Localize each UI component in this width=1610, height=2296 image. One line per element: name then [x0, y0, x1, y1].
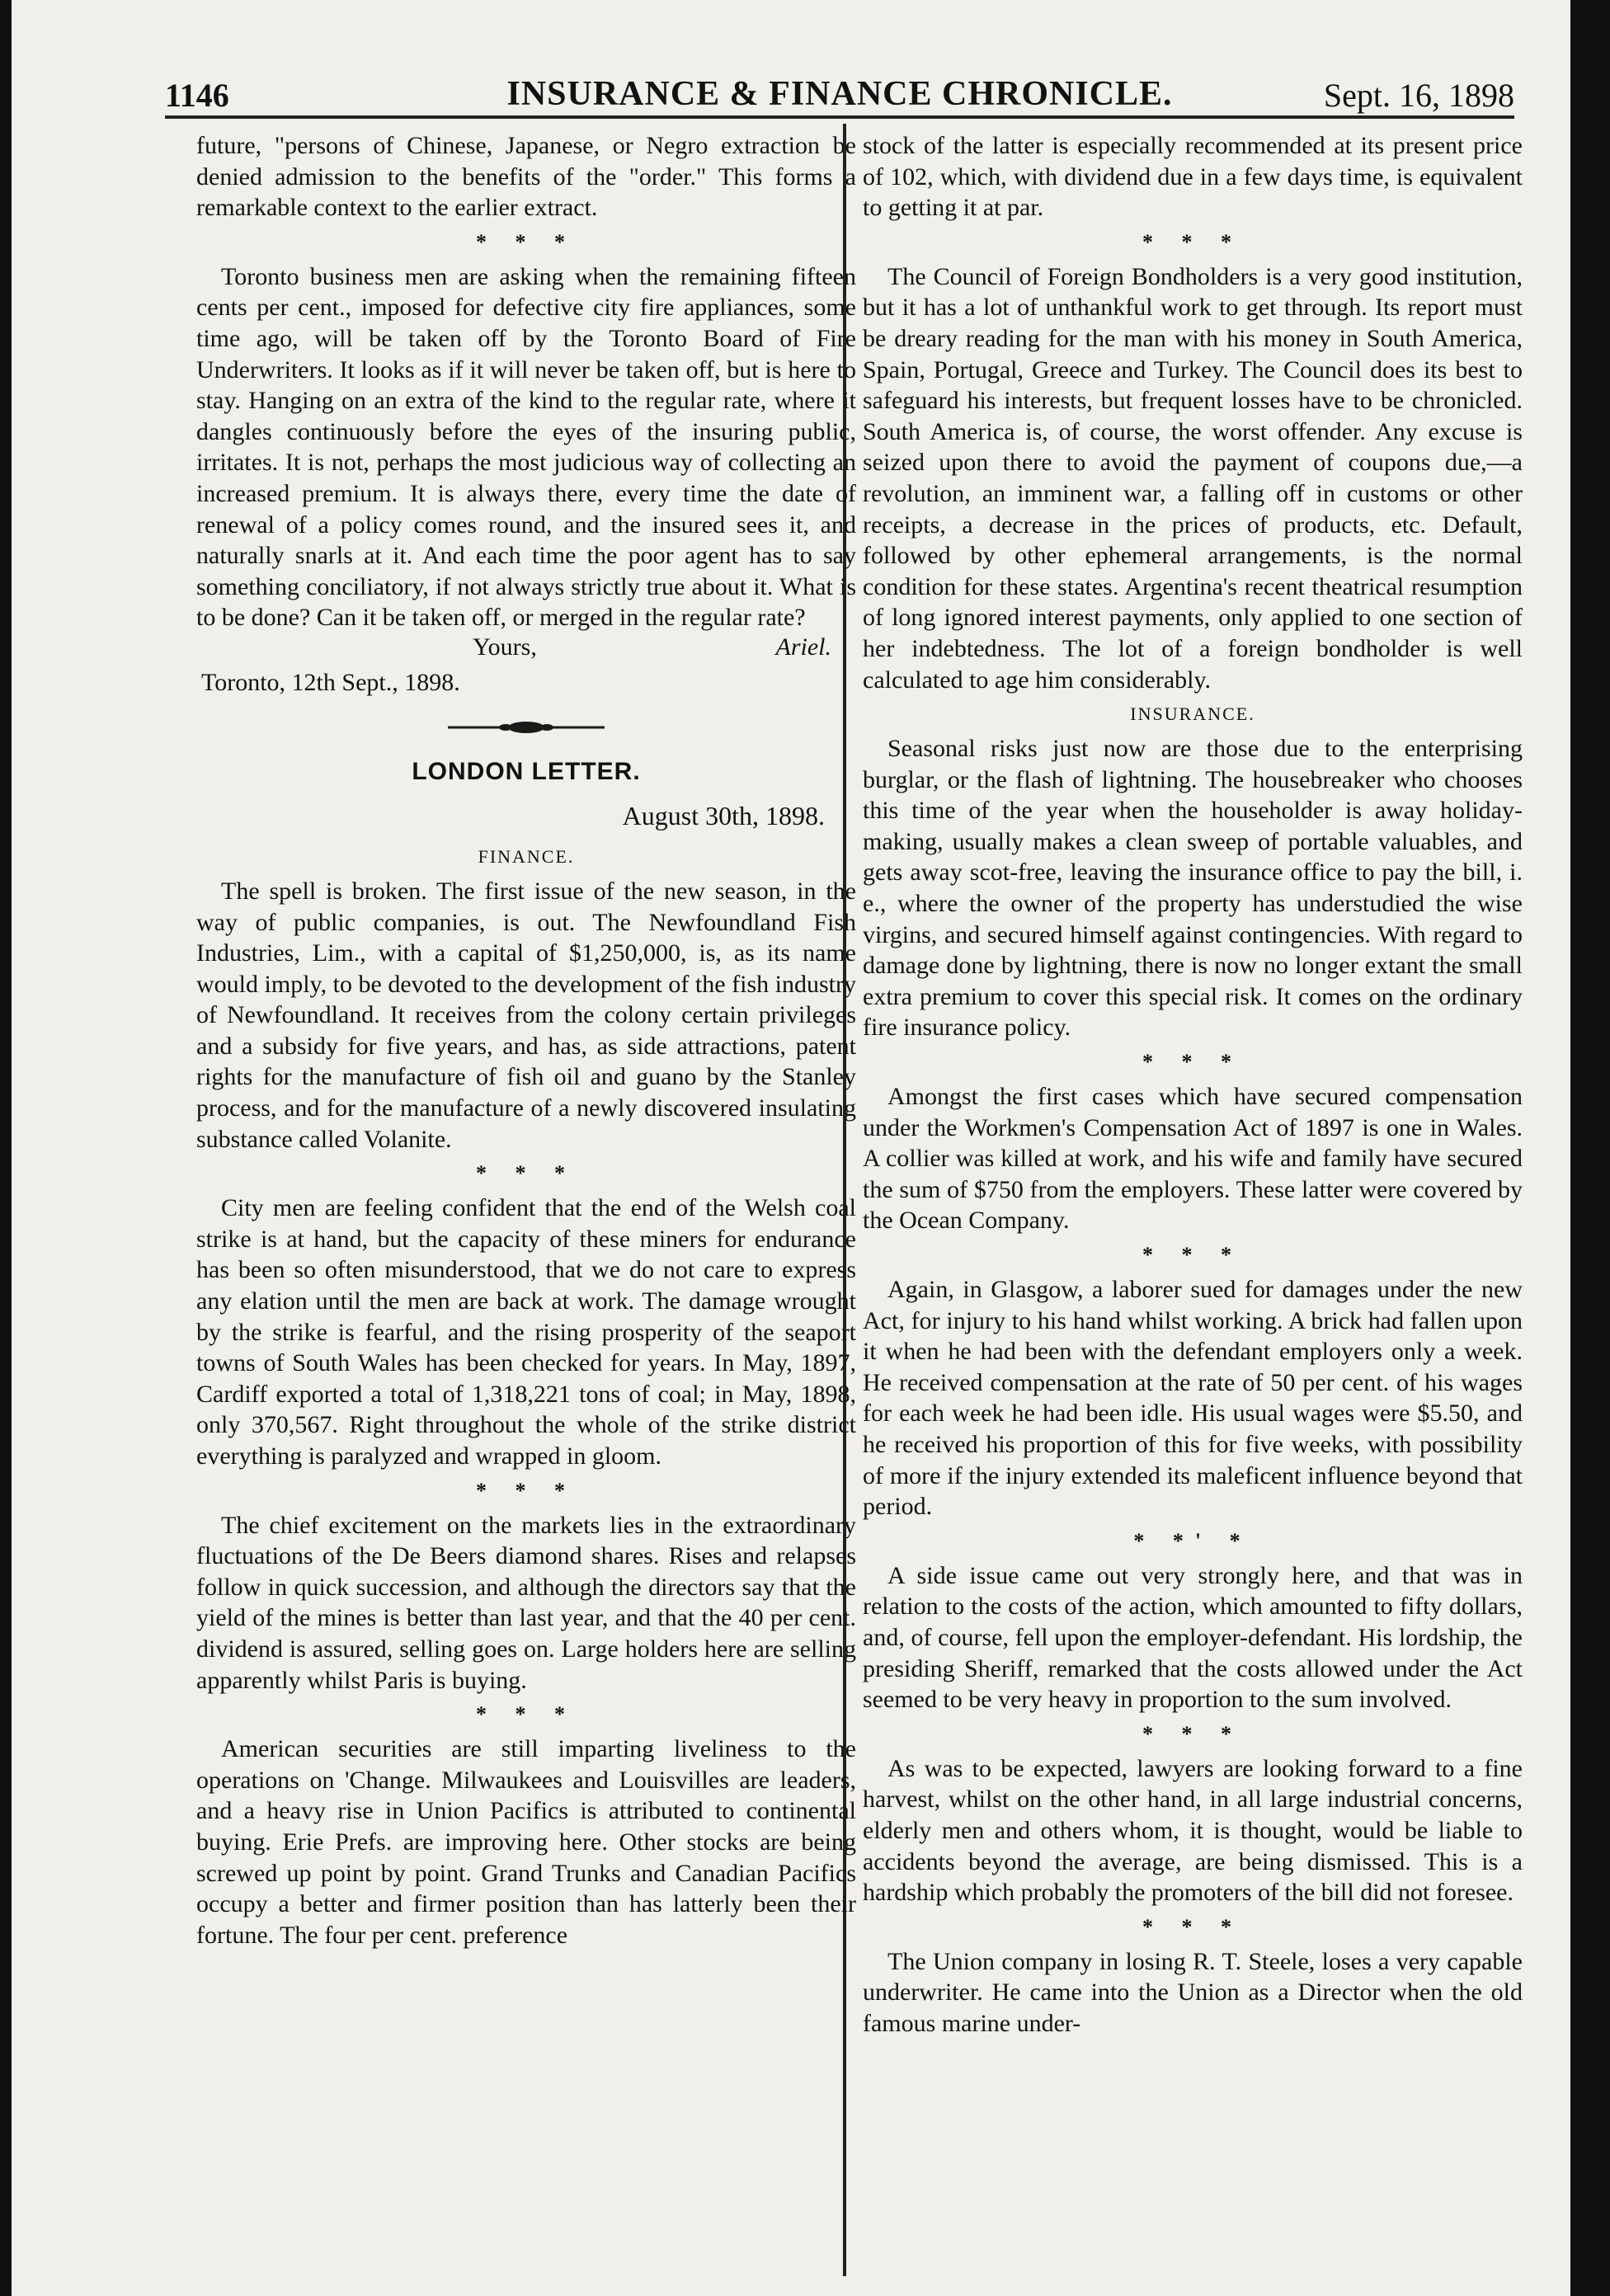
section-separator: * * * — [476, 1478, 577, 1503]
section-separator: * * * — [1142, 229, 1243, 254]
paragraph-american: American securities are still imparting liveliness to the operations on 'Change. Milwaukees and Louisvilles are leaders, and a heavy rise in Union Pacifics is attributed to continental buying. Erie Prefs. are improving here. Other stocks are being screwed up point by point. Grand Trunks and Canadian Pacifics occupy a better and firmer position than has latterly been their fortune. The four per cent. preference — [196, 1735, 856, 1949]
page-number: 1146 — [165, 77, 229, 114]
section-separator: * *' * — [1133, 1528, 1252, 1553]
signature-name: Ariel. — [775, 633, 831, 661]
issue-date: Sept. 16, 1898 — [1323, 77, 1514, 114]
right-column — [863, 130, 1523, 2039]
subheading-finance: FINANCE. — [478, 845, 575, 867]
page-header — [165, 64, 1514, 122]
signature-line — [196, 633, 856, 666]
paragraph-spell: The spell is broken. The first issue of the new season, in the way of public companies, is out. The Newfoundland Fish Industries, Lim., with a capital of $1,250,000, is, as its name would imply, to be devoted to the development of the fish industry of Newfoundland. It receives from the colony certain privileges and a subsidy for five years, and has, as side attractions, patent rights for the manufacture of fish oil and guano by the Stanley process, and for the manufacture of a newly discovered insulating substance called Volanite. — [196, 877, 856, 1153]
left-column — [196, 130, 856, 1950]
paragraph-intro: future, "persons of Chinese, Japanese, or Negro extraction be denied admission to the benefits of the "order." This forms a remarkable context to the earlier extract. — [196, 132, 856, 222]
paragraph-lawyers: As was to be expected, lawyers are looking forward to a fine harvest, whilst on the other hand, in all large industrial concerns, elderly men and others whom, it is thought, would be liable to accidents beyond the average, are being dismissed. This is a hardship which probably the promoters of the bill did not foresee. — [863, 1754, 1523, 1907]
paragraph-debeers: The chief excitement on the markets lies in the extraordinary fluctuations of the De Beers diamond shares. Rises and relapses follow in quick succession, and although the directors say that the yield of the mines is better than last year, and that the 40 per cent. dividend is assured, selling goes on. Large holders here are selling apparently whilst Paris is buying. — [196, 1511, 856, 1694]
signature-closing: Yours, — [473, 633, 537, 661]
paragraph-side-issue: A side issue came out very strongly here, and that was in relation to the costs of the action, which amounted to fifty dollars, and, of course, fell upon the employer-defendant. His lordship, the presiding Sheriff, remarked that the costs allowed under the Act seemed to be very heavy in proportion to the sum involved. — [863, 1561, 1523, 1714]
paragraph-stock: stock of the latter is especially recommended at its present price of 102, which, with dividend due in a few days time, is equivalent to getting it at par. — [863, 132, 1523, 222]
section-separator: * * * — [476, 1161, 577, 1186]
subheading-insurance: INSURANCE. — [1130, 703, 1255, 725]
header-rule — [165, 115, 1514, 119]
letter-dateline: August 30th, 1898. — [622, 800, 825, 830]
section-separator: * * * — [1142, 1050, 1243, 1075]
section-separator: * * * — [476, 229, 577, 254]
paragraph-workmen: Amongst the first cases which have secured compensation under the Workmen's Compensation Act of 1897 is one in Wales. A collier was killed at work, and his wife and family have secured the sum of $750 from the employers. These latter were covered by the Ocean Company. — [863, 1083, 1523, 1235]
section-separator: * * * — [1142, 1721, 1243, 1746]
paragraph-union: The Union company in losing R. T. Steele, loses a very capable underwriter. He came into the Union as a Director when the old famous marine under- — [863, 1947, 1523, 2037]
section-separator: * * * — [476, 1702, 577, 1727]
paragraph-glasgow: Again, in Glasgow, a laborer sued for damages under the new Act, for injury to his hand whilst working. A brick had fallen upon it when he had been with the defendant employers only a week. He received compensation at the rate of 50 per cent. of his wages for each week he had been idle. His usual wages were $5.50, and he received his proportion of this for five weeks, with possibility of more if the injury extended its maleficent influence beyond that period. — [863, 1276, 1523, 1521]
signature-place-date: Toronto, 12th Sept., 1898. — [201, 668, 460, 696]
paragraph-council: The Council of Foreign Bondholders is a very good institution, but it has a lot of unthankful work to get through. Its report must be dreary reading for the man with his money in South America, Spain, Portugal, Greece and Turkey. The Council does its best to safeguard his interests, but frequent losses have to be chronicled. South America is, of course, the worst offender. Any excuse is seized upon there to avoid the payment of coupons due,—a revolution, an imminent war, a falling off in customs or other receipts, a decrease in the prices of products, etc. Default, followed by other ephemeral arrangements, is the normal condition for these states. Argentina's recent theatrical resumption of long ignored interest payments, only applied to one section of her indebtedness. The lot of a foreign bondholder is well calculated to age him considerably. — [863, 262, 1523, 694]
ornament-divider-graphic — [448, 719, 605, 736]
section-heading: LONDON LETTER. — [412, 757, 641, 785]
paragraph-seasonal: Seasonal risks just now are those due to the enterprising burglar, or the flash of lightning. The housebreaker who chooses this time of the year when the householder is away holiday-making, usually makes a clean sweep of portable valuables, and gets away scot-free, leaving the insurance office to pay the bill, i. e., where the owner of the property has understudied the wise virgins, and secured himself against contingencies. With regard to damage done by lightning, there is now no longer extant the small extra premium to cover this special risk. It comes on the ordinary fire insurance policy. — [863, 735, 1523, 1042]
section-separator: * * * — [1142, 1914, 1243, 1939]
publication-title: INSURANCE & FINANCE CHRONICLE. — [506, 75, 1173, 113]
paragraph-welsh: City men are feeling confident that the end of the Welsh coal strike is at hand, but the capacity of these miners for endurance has been so often misunderstood, that we do not care to express any elation until the men are back at work. The damage wrought by the strike is fearful, and the rising prosperity of the seaport towns of South Wales has been checked for years. In May, 1897, Cardiff exported a total of 1,318,221 tons of coal; in May, 1898, only 370,567. Right throughout the whole of the strike district everything is paralyzed and wrapped in gloom. — [196, 1194, 856, 1470]
section-separator: * * * — [1142, 1243, 1243, 1267]
paragraph-toronto: Toronto business men are asking when the remaining fifteen cents per cent., imposed for defective city fire appliances, some time ago, will be taken off by the Toronto Board of Fire Underwriters. It looks as if it will never be taken off, but is here to stay. Hanging on an extra of the kind to the regular rate, where it dangles continuously before the eyes of the insuring public, irritates. It is not, perhaps the most judicious way of collecting an increased premium. It is always there, every time the date of renewal of a policy comes round, and the insured sees it, and naturally snarls at it. And each time the poor agent has to say something conciliatory, if not always strictly true about it. What is to be done? Can it be taken off, or merged in the regular rate? — [196, 262, 856, 632]
ornament-divider — [196, 704, 856, 750]
